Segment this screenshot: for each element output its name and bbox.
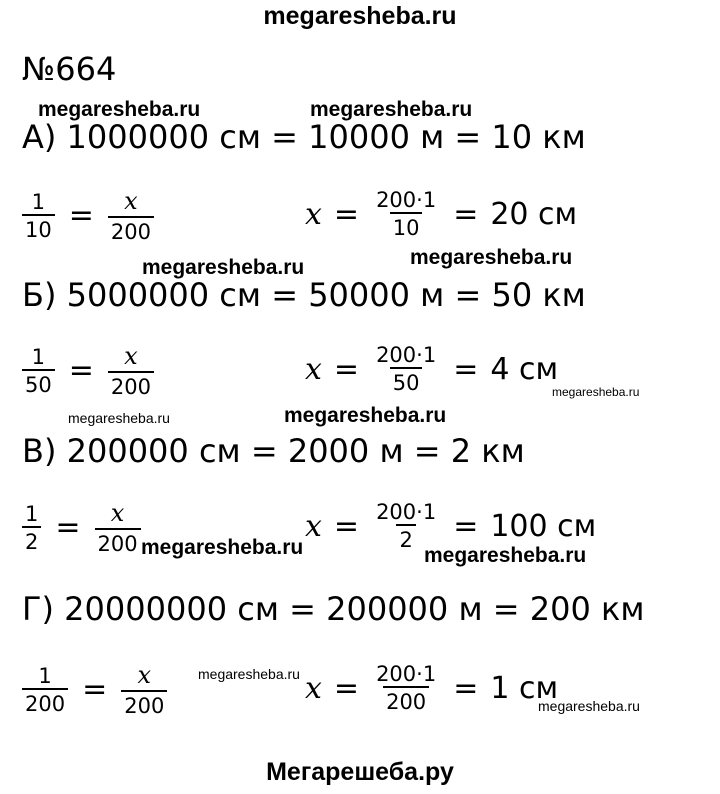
fraction: $\frac{200\cdot 1}{10}$ <box>376 188 437 241</box>
part-a-line: А) 1000000 см = 10000 м = 10 км <box>22 118 586 156</box>
watermark: megaresheba.ru <box>38 98 201 121</box>
site-header: megaresheba.ru <box>263 2 457 30</box>
part-b-line: Б) 5000000 см = 50000 м = 50 км <box>22 276 586 314</box>
watermark: megaresheba.ru <box>284 404 447 427</box>
fraction: $\frac{x}{200}$ <box>121 662 167 718</box>
fraction: $\frac{1}{10}$ <box>22 190 55 242</box>
fraction: $\frac{x}{200}$ <box>108 343 154 399</box>
watermark: megaresheba.ru <box>410 246 573 269</box>
fraction: $\frac{200\cdot 1}{2}$ <box>376 500 437 553</box>
watermark: megaresheba.ru <box>198 666 300 682</box>
part-c-line: В) 200000 см = 2000 м = 2 км <box>22 432 525 470</box>
part-c-solution: x = $\frac{200\cdot 1}{2}$ = 100 см <box>305 500 597 553</box>
fraction: $\frac{1}{200}$ <box>22 664 68 716</box>
fraction: $\frac{x}{200}$ <box>108 188 154 244</box>
fraction: $\frac{200\cdot 1}{200}$ <box>376 662 437 715</box>
watermark: megaresheba.ru <box>141 536 304 559</box>
watermark: megaresheba.ru <box>552 385 640 399</box>
problem-number: №664 <box>22 50 117 88</box>
watermark: megaresheba.ru <box>310 98 473 121</box>
fraction: $\frac{1}{2}$ <box>22 502 41 554</box>
fraction: $\frac{1}{50}$ <box>22 345 55 397</box>
fraction: $\frac{x}{200}$ <box>95 500 141 556</box>
part-a-solution: x = $\frac{200\cdot 1}{10}$ = 20 см <box>305 188 578 241</box>
part-c-proportion: $\frac{1}{2}$ = $\frac{x}{200}$ <box>20 500 143 556</box>
watermark: megaresheba.ru <box>142 256 305 279</box>
watermark: megaresheba.ru <box>424 544 587 567</box>
part-d-line: Г) 20000000 см = 200000 м = 200 км <box>22 590 645 628</box>
part-d-solution: x = $\frac{200\cdot 1}{200}$ = 1 см <box>305 662 559 715</box>
fraction: $\frac{200\cdot 1}{50}$ <box>376 343 437 396</box>
watermark: megaresheba.ru <box>68 410 170 426</box>
watermark: megaresheba.ru <box>538 698 640 714</box>
site-footer: Мегарешеба.ру <box>266 758 454 786</box>
part-a-proportion: $\frac{1}{10}$ = $\frac{x}{200}$ <box>20 188 156 244</box>
part-b-solution: x = $\frac{200\cdot 1}{50}$ = 4 см <box>305 343 559 396</box>
part-b-proportion: $\frac{1}{50}$ = $\frac{x}{200}$ <box>20 343 156 399</box>
part-d-proportion: $\frac{1}{200}$ = $\frac{x}{200}$ <box>20 662 169 718</box>
